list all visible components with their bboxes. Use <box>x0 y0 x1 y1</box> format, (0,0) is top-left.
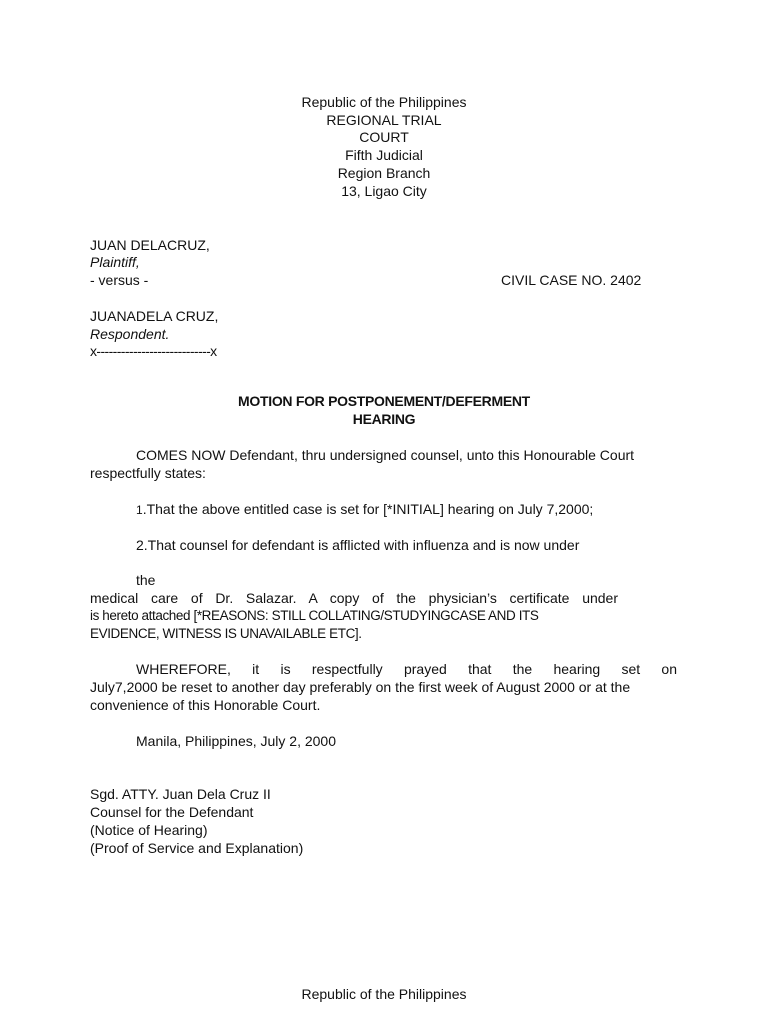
respondent-name: JUANADELA CRUZ, <box>90 308 219 324</box>
header-republic: Republic of the Philippines <box>301 94 467 110</box>
header-city: 13, Ligao City <box>341 183 427 199</box>
item1-number: 1 <box>136 503 143 517</box>
intro-line2: respectfully states: <box>90 465 206 481</box>
item2-line2: medical care of Dr. Salazar. A copy of the physician’s certificate under <box>90 590 618 606</box>
item2-line4: EVIDENCE, WITNESS IS UNAVAILABLE ETC]. <box>90 626 362 641</box>
item2-line3: is hereto attached [*REASONS: STILL COLLATING/STUDYINGCASE AND ITS <box>90 608 539 623</box>
motion-title-line2: HEARING <box>352 411 416 427</box>
signature-name: Sgd. ATTY. Juan Dela Cruz II <box>90 786 271 802</box>
date-line: Manila, Philippines, July 2, 2000 <box>136 733 337 749</box>
next-page-header: Republic of the Philippines <box>301 986 467 1002</box>
versus-label: - versus - <box>90 272 149 288</box>
prayer-line3: convenience of this Honorable Court. <box>90 697 321 713</box>
intro-line1: COMES NOW Defendant, thru undersigned counsel, unto this Honourable Court <box>136 447 635 463</box>
item2-line1: 2.That counsel for defendant is afflicted with influenza and is now under <box>136 537 580 553</box>
header-court-2: COURT <box>359 129 409 145</box>
header-court-1: REGIONAL TRIAL <box>326 112 442 128</box>
plaintiff-name: JUAN DELACRUZ, <box>90 237 210 253</box>
item2-the: the <box>136 572 156 588</box>
caption-separator: x----------------------------x <box>90 343 217 359</box>
proof-of-service: (Proof of Service and Explanation) <box>90 840 304 856</box>
signature-title: Counsel for the Defendant <box>90 804 254 820</box>
header-judicial: Fifth Judicial <box>345 147 423 163</box>
header-branch: Region Branch <box>337 165 431 181</box>
prayer-line1: WHEREFORE, it is respectfully prayed that the hearing set on <box>136 661 677 677</box>
respondent-role: Respondent. <box>90 326 170 342</box>
notice-of-hearing: (Notice of Hearing) <box>90 822 208 838</box>
case-number: CIVIL CASE NO. 2402 <box>501 272 642 288</box>
motion-title-line1: MOTION FOR POSTPONEMENT/DEFERMENT <box>238 393 530 409</box>
item1 <box>136 500 593 519</box>
item1-text: .That the above entitled case is set for [*INITIAL] hearing on July 7,2000; <box>142 501 594 517</box>
prayer-line2: July7,2000 be reset to another day preferably on the first week of August 2000 or at the <box>90 679 631 695</box>
plaintiff-role: Plaintiff, <box>90 254 140 270</box>
